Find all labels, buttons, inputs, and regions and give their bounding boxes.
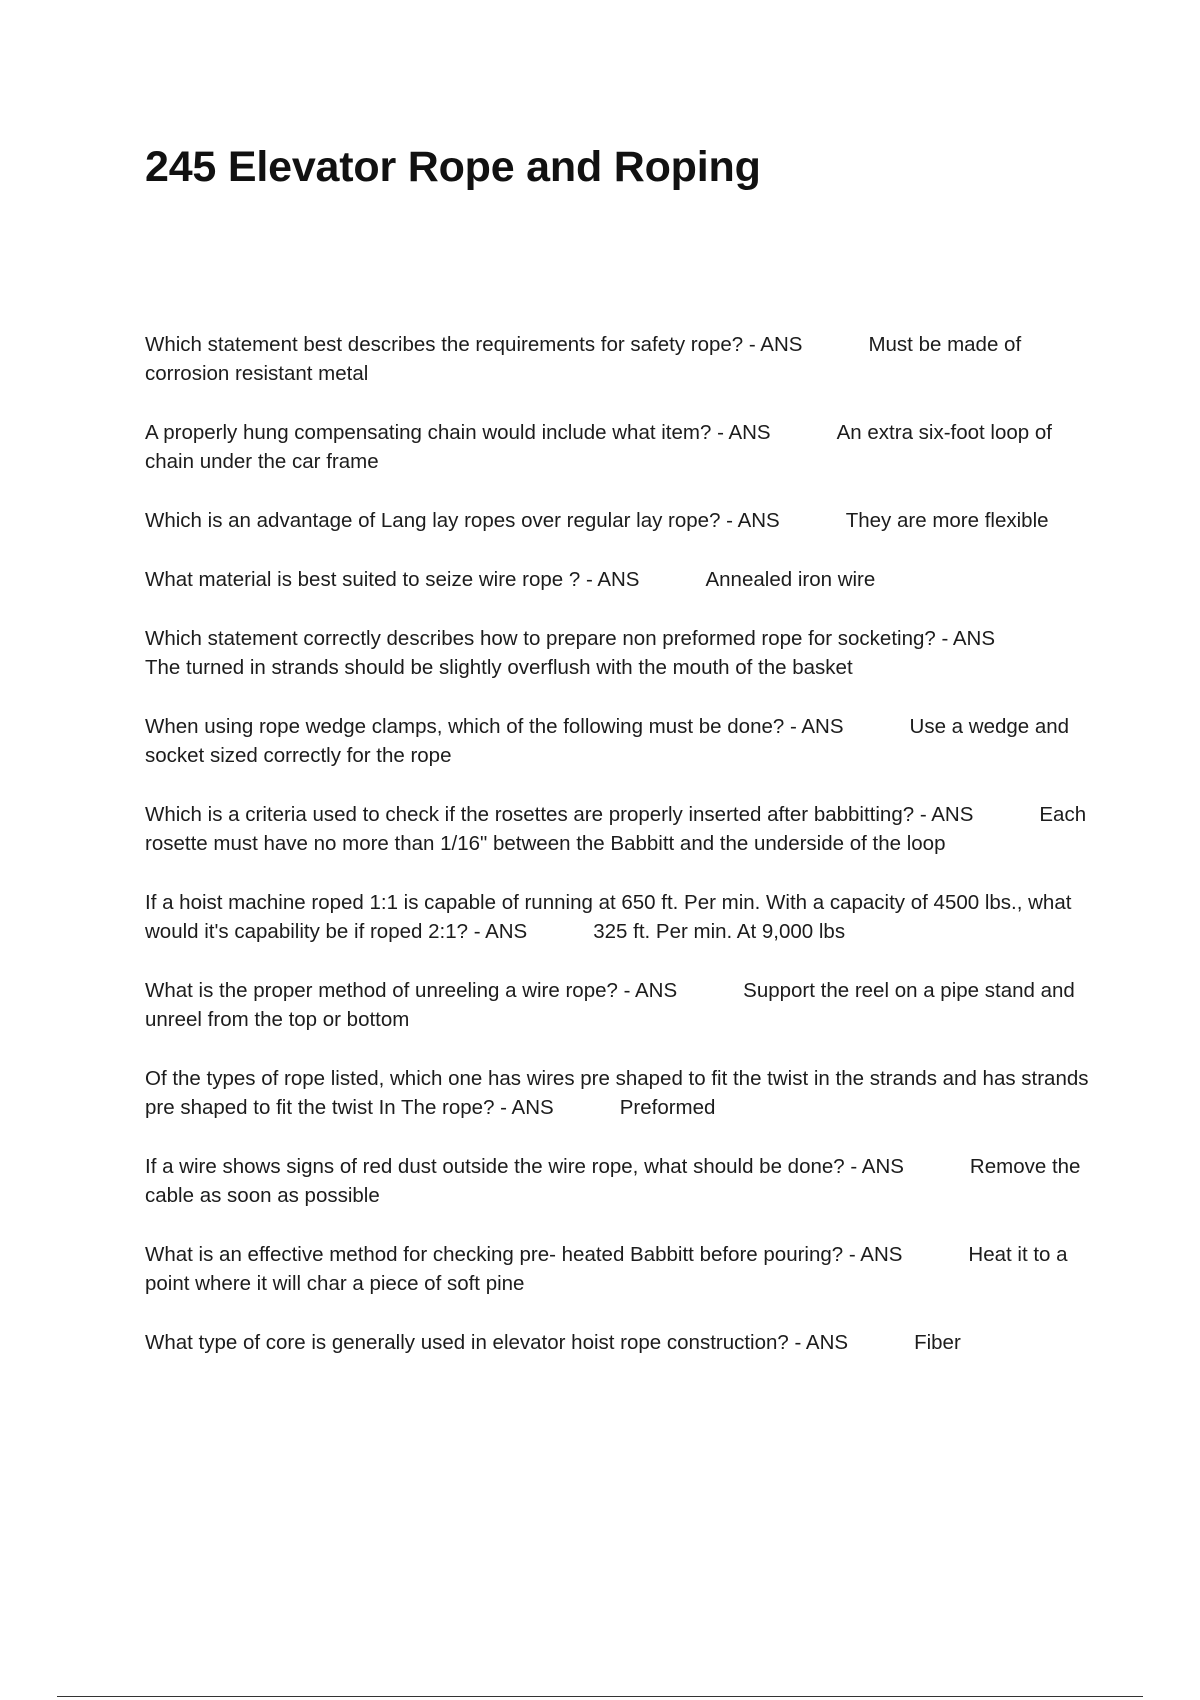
page-title: 245 Elevator Rope and Roping	[145, 143, 761, 191]
qa-question: What type of core is generally used in elevator hoist rope construction? - ANS	[145, 1331, 849, 1354]
qa-item	[145, 418, 1095, 476]
qa-question: What is an effective method for checking pre- heated Babbitt before pouring? - ANS	[145, 1243, 903, 1266]
qa-question: Of the types of rope listed, which one has wires pre shaped to fit the twist in the strands and has strands pre shaped to fit the twist In The rope? - ANS	[145, 1067, 1089, 1119]
qa-question: A properly hung compensating chain would include what item? - ANS	[145, 421, 771, 444]
qa-question: What is the proper method of unreeling a wire rope? - ANS	[145, 979, 678, 1002]
qa-answer: Use a wedge and socket sized correctly for the rope	[145, 715, 1070, 767]
qa-question: Which is a criteria used to check if the rosettes are properly inserted after babbitting? - ANS	[145, 803, 974, 826]
qa-question: Which statement best describes the requirements for safety rope? - ANS	[145, 333, 803, 356]
qa-question: What material is best suited to seize wire rope ? - ANS	[145, 568, 640, 591]
qa-answer: Fiber	[914, 1331, 961, 1354]
qa-question: If a wire shows signs of red dust outside the wire rope, what should be done? - ANS	[145, 1155, 904, 1178]
qa-item	[145, 800, 1095, 858]
qa-item	[145, 1064, 1095, 1122]
qa-item	[145, 330, 1095, 388]
qa-answer: 325 ft. Per min. At 9,000 lbs	[593, 920, 846, 943]
qa-item	[145, 712, 1095, 770]
qa-answer: Each rosette must have no more than 1/16" between the Babbitt and the underside of the loop	[145, 803, 1087, 855]
qa-answer: Remove the cable as soon as possible	[145, 1155, 1081, 1207]
qa-item	[145, 506, 1095, 535]
qa-item	[145, 624, 1095, 682]
qa-list	[145, 330, 1095, 1387]
footer-rule	[57, 1696, 1143, 1697]
qa-answer: Annealed iron wire	[705, 568, 876, 591]
qa-item	[145, 1240, 1095, 1298]
qa-item	[145, 565, 1095, 594]
qa-item	[145, 1328, 1095, 1357]
qa-answer: Must be made of corrosion resistant metal	[145, 333, 1022, 385]
qa-answer: Preformed	[619, 1096, 716, 1119]
qa-answer: Support the reel on a pipe stand and unreel from the top or bottom	[145, 979, 1075, 1031]
qa-question: When using rope wedge clamps, which of the following must be done? - ANS	[145, 715, 844, 738]
qa-answer: An extra six-foot loop of chain under the car frame	[145, 421, 1052, 473]
qa-answer: They are more flexible	[845, 509, 1049, 532]
qa-item	[145, 976, 1095, 1034]
qa-question: Which is an advantage of Lang lay ropes over regular lay rope? - ANS	[145, 509, 780, 532]
qa-question: Which statement correctly describes how to prepare non preformed rope for socketing? - ANS	[145, 627, 996, 650]
qa-item	[145, 1152, 1095, 1210]
qa-item	[145, 888, 1095, 946]
qa-answer: The turned in strands should be slightly overflush with the mouth of the basket	[145, 656, 853, 679]
qa-answer: Heat it to a point where it will char a piece of soft pine	[145, 1243, 1068, 1295]
qa-question: If a hoist machine roped 1:1 is capable of running at 650 ft. Per min. With a capacity of 4500 lbs., what would it's capability be if roped 2:1? - ANS	[145, 891, 1072, 943]
